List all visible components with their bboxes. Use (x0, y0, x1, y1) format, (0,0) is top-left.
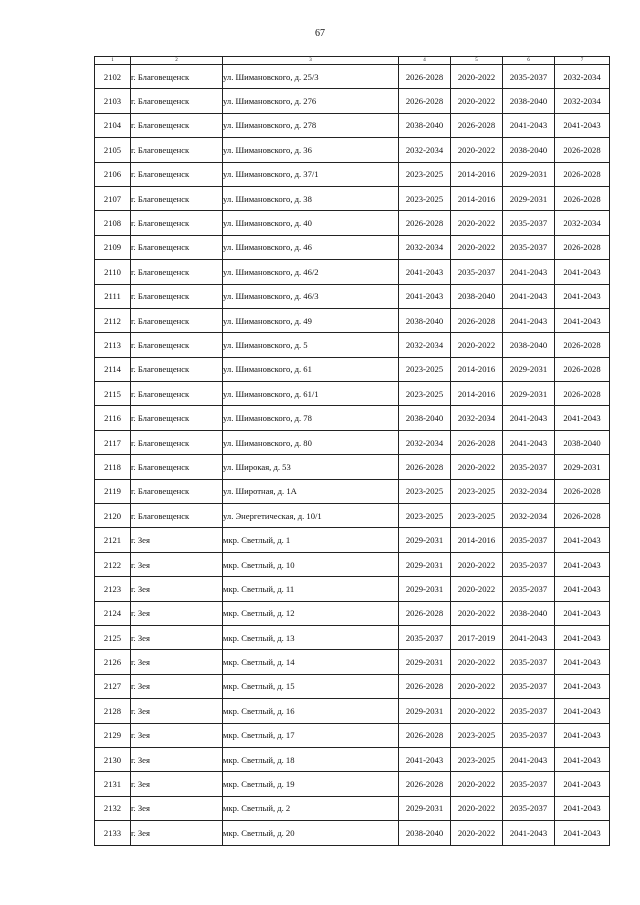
period-cell: 2041-2043 (503, 430, 555, 454)
table-row (95, 796, 610, 820)
settlement-cell: г. Зея (131, 601, 223, 625)
settlement-cell: г. Зея (131, 699, 223, 723)
period-cell: 2032-2034 (399, 235, 451, 259)
address-cell: мкр. Светлый, д. 16 (223, 699, 399, 723)
period-cell: 2020-2022 (451, 772, 503, 796)
table-row (95, 821, 610, 845)
period-cell: 2032-2034 (399, 138, 451, 162)
period-cell: 2029-2031 (503, 186, 555, 210)
period-cell: 2041-2043 (555, 625, 610, 649)
period-cell: 2020-2022 (451, 211, 503, 235)
table-row (95, 406, 610, 430)
period-cell: 2035-2037 (503, 772, 555, 796)
table-row (95, 723, 610, 747)
settlement-cell: г. Зея (131, 772, 223, 796)
period-cell: 2026-2028 (555, 479, 610, 503)
settlement-cell: г. Зея (131, 821, 223, 845)
table-body (95, 57, 610, 846)
table-row (95, 382, 610, 406)
settlement-cell: г. Благовещенск (131, 284, 223, 308)
period-cell: 2035-2037 (503, 577, 555, 601)
page-number: 67 (315, 28, 325, 39)
period-cell: 2041-2043 (503, 260, 555, 284)
period-cell: 2032-2034 (399, 333, 451, 357)
period-cell: 2041-2043 (555, 747, 610, 771)
table-row (95, 772, 610, 796)
settlement-cell: г. Благовещенск (131, 162, 223, 186)
period-cell: 2020-2022 (451, 674, 503, 698)
period-cell: 2038-2040 (503, 333, 555, 357)
row-number-cell: 2111 (95, 284, 131, 308)
address-cell: ул. Шимановского, д. 46/2 (223, 260, 399, 284)
period-cell: 2041-2043 (555, 552, 610, 576)
address-cell: ул. Шимановского, д. 25/3 (223, 65, 399, 89)
period-cell: 2035-2037 (503, 211, 555, 235)
period-cell: 2026-2028 (555, 333, 610, 357)
period-cell: 2023-2025 (451, 479, 503, 503)
period-cell: 2014-2016 (451, 357, 503, 381)
settlement-cell: г. Зея (131, 674, 223, 698)
address-cell: мкр. Светлый, д. 2 (223, 796, 399, 820)
period-cell: 2029-2031 (555, 455, 610, 479)
period-cell: 2023-2025 (399, 382, 451, 406)
table-row (95, 235, 610, 259)
period-cell: 2032-2034 (399, 430, 451, 454)
period-cell: 2023-2025 (451, 747, 503, 771)
period-cell: 2029-2031 (503, 357, 555, 381)
address-cell: ул. Широтная, д. 1А (223, 479, 399, 503)
period-cell: 2032-2034 (555, 89, 610, 113)
period-cell: 2041-2043 (555, 699, 610, 723)
settlement-cell: г. Благовещенск (131, 113, 223, 137)
row-number-cell: 2103 (95, 89, 131, 113)
period-cell: 2029-2031 (399, 528, 451, 552)
period-cell: 2041-2043 (399, 747, 451, 771)
row-number-cell: 2116 (95, 406, 131, 430)
period-cell: 2029-2031 (399, 699, 451, 723)
table-row (95, 455, 610, 479)
address-cell: мкр. Светлый, д. 20 (223, 821, 399, 845)
table-row (95, 138, 610, 162)
settlement-cell: г. Благовещенск (131, 186, 223, 210)
period-cell: 2014-2016 (451, 382, 503, 406)
period-cell: 2038-2040 (399, 406, 451, 430)
period-cell: 2026-2028 (399, 674, 451, 698)
period-cell: 2035-2037 (503, 235, 555, 259)
row-number-cell: 2108 (95, 211, 131, 235)
period-cell: 2035-2037 (503, 699, 555, 723)
settlement-cell: г. Благовещенск (131, 65, 223, 89)
address-cell: мкр. Светлый, д. 17 (223, 723, 399, 747)
settlement-cell: г. Благовещенск (131, 479, 223, 503)
row-number-cell: 2122 (95, 552, 131, 576)
row-number-cell: 2121 (95, 528, 131, 552)
row-number-cell: 2130 (95, 747, 131, 771)
period-cell: 2014-2016 (451, 528, 503, 552)
period-cell: 2041-2043 (503, 406, 555, 430)
period-cell: 2041-2043 (555, 723, 610, 747)
table-row (95, 162, 610, 186)
address-cell: мкр. Светлый, д. 19 (223, 772, 399, 796)
period-cell: 2020-2022 (451, 577, 503, 601)
row-number-cell: 2129 (95, 723, 131, 747)
table-row (95, 113, 610, 137)
address-cell: ул. Шимановского, д. 46/3 (223, 284, 399, 308)
row-number-cell: 2119 (95, 479, 131, 503)
settlement-cell: г. Зея (131, 552, 223, 576)
period-cell: 2029-2031 (399, 552, 451, 576)
period-cell: 2029-2031 (399, 650, 451, 674)
row-number-cell: 2123 (95, 577, 131, 601)
table-row (95, 308, 610, 332)
period-cell: 2035-2037 (503, 455, 555, 479)
period-cell: 2020-2022 (451, 601, 503, 625)
row-number-cell: 2117 (95, 430, 131, 454)
period-cell: 2041-2043 (399, 284, 451, 308)
address-cell: мкр. Светлый, д. 11 (223, 577, 399, 601)
period-cell: 2026-2028 (399, 772, 451, 796)
table-row (95, 284, 610, 308)
period-cell: 2020-2022 (451, 552, 503, 576)
row-number-cell: 2109 (95, 235, 131, 259)
period-cell: 2026-2028 (555, 357, 610, 381)
address-cell: ул. Широкая, д. 53 (223, 455, 399, 479)
row-number-cell: 2110 (95, 260, 131, 284)
settlement-cell: г. Благовещенск (131, 235, 223, 259)
period-cell: 2026-2028 (451, 430, 503, 454)
period-cell: 2020-2022 (451, 796, 503, 820)
column-number-cell: 5 (451, 57, 503, 65)
period-cell: 2035-2037 (503, 674, 555, 698)
period-cell: 2041-2043 (503, 284, 555, 308)
row-number-cell: 2131 (95, 772, 131, 796)
row-number-cell: 2106 (95, 162, 131, 186)
period-cell: 2038-2040 (503, 138, 555, 162)
settlement-cell: г. Зея (131, 723, 223, 747)
address-cell: ул. Шимановского, д. 36 (223, 138, 399, 162)
table-row (95, 650, 610, 674)
period-cell: 2023-2025 (399, 186, 451, 210)
row-number-cell: 2112 (95, 308, 131, 332)
period-cell: 2041-2043 (555, 674, 610, 698)
settlement-cell: г. Благовещенск (131, 455, 223, 479)
period-cell: 2038-2040 (399, 821, 451, 845)
column-number-cell: 1 (95, 57, 131, 65)
period-cell: 2038-2040 (503, 89, 555, 113)
settlement-cell: г. Благовещенск (131, 211, 223, 235)
period-cell: 2020-2022 (451, 699, 503, 723)
period-cell: 2026-2028 (555, 382, 610, 406)
period-cell: 2041-2043 (555, 284, 610, 308)
address-cell: ул. Шимановского, д. 38 (223, 186, 399, 210)
period-cell: 2035-2037 (503, 650, 555, 674)
period-cell: 2017-2019 (451, 625, 503, 649)
period-cell: 2023-2025 (451, 504, 503, 528)
period-cell: 2035-2037 (503, 723, 555, 747)
table-row (95, 333, 610, 357)
column-number-cell: 7 (555, 57, 610, 65)
period-cell: 2041-2043 (555, 260, 610, 284)
period-cell: 2029-2031 (503, 162, 555, 186)
period-cell: 2032-2034 (451, 406, 503, 430)
row-number-cell: 2120 (95, 504, 131, 528)
settlement-cell: г. Благовещенск (131, 382, 223, 406)
row-number-cell: 2132 (95, 796, 131, 820)
address-cell: мкр. Светлый, д. 1 (223, 528, 399, 552)
row-number-cell: 2125 (95, 625, 131, 649)
address-cell: ул. Шимановского, д. 5 (223, 333, 399, 357)
address-cell: ул. Шимановского, д. 37/1 (223, 162, 399, 186)
period-cell: 2035-2037 (503, 528, 555, 552)
table-row (95, 186, 610, 210)
period-cell: 2041-2043 (503, 821, 555, 845)
row-number-cell: 2104 (95, 113, 131, 137)
table-row (95, 260, 610, 284)
period-cell: 2041-2043 (555, 601, 610, 625)
period-cell: 2023-2025 (399, 504, 451, 528)
address-cell: ул. Энергетическая, д. 10/1 (223, 504, 399, 528)
period-cell: 2020-2022 (451, 455, 503, 479)
period-cell: 2026-2028 (399, 89, 451, 113)
period-cell: 2035-2037 (451, 260, 503, 284)
period-cell: 2038-2040 (555, 430, 610, 454)
table-row (95, 601, 610, 625)
period-cell: 2041-2043 (399, 260, 451, 284)
settlement-cell: г. Благовещенск (131, 308, 223, 332)
period-cell: 2035-2037 (503, 796, 555, 820)
row-number-cell: 2105 (95, 138, 131, 162)
settlement-cell: г. Зея (131, 528, 223, 552)
table-row (95, 65, 610, 89)
period-cell: 2038-2040 (399, 113, 451, 137)
period-cell: 2032-2034 (555, 65, 610, 89)
column-number-header (95, 57, 610, 65)
period-cell: 2026-2028 (399, 723, 451, 747)
table-row (95, 552, 610, 576)
period-cell: 2041-2043 (555, 577, 610, 601)
table-row (95, 577, 610, 601)
period-cell: 2041-2043 (555, 113, 610, 137)
period-cell: 2041-2043 (555, 821, 610, 845)
settlement-cell: г. Благовещенск (131, 89, 223, 113)
row-number-cell: 2128 (95, 699, 131, 723)
row-number-cell: 2107 (95, 186, 131, 210)
address-cell: мкр. Светлый, д. 12 (223, 601, 399, 625)
period-cell: 2041-2043 (503, 747, 555, 771)
period-cell: 2035-2037 (399, 625, 451, 649)
address-cell: мкр. Светлый, д. 13 (223, 625, 399, 649)
row-number-cell: 2126 (95, 650, 131, 674)
address-cell: мкр. Светлый, д. 18 (223, 747, 399, 771)
table-row (95, 430, 610, 454)
table-row (95, 625, 610, 649)
settlement-cell: г. Зея (131, 577, 223, 601)
period-cell: 2014-2016 (451, 186, 503, 210)
period-cell: 2014-2016 (451, 162, 503, 186)
address-cell: ул. Шимановского, д. 278 (223, 113, 399, 137)
period-cell: 2041-2043 (555, 528, 610, 552)
address-cell: мкр. Светлый, д. 10 (223, 552, 399, 576)
period-cell: 2026-2028 (399, 211, 451, 235)
table-row (95, 699, 610, 723)
period-cell: 2020-2022 (451, 138, 503, 162)
period-cell: 2032-2034 (555, 211, 610, 235)
period-cell: 2041-2043 (555, 406, 610, 430)
address-cell: ул. Шимановского, д. 78 (223, 406, 399, 430)
table-row (95, 528, 610, 552)
settlement-cell: г. Благовещенск (131, 138, 223, 162)
table-row (95, 674, 610, 698)
address-cell: ул. Шимановского, д. 61 (223, 357, 399, 381)
period-cell: 2020-2022 (451, 89, 503, 113)
period-cell: 2032-2034 (503, 479, 555, 503)
period-cell: 2020-2022 (451, 235, 503, 259)
period-cell: 2029-2031 (399, 796, 451, 820)
housing-schedule-table (94, 56, 610, 846)
period-cell: 2035-2037 (503, 65, 555, 89)
period-cell: 2026-2028 (555, 235, 610, 259)
column-number-cell: 2 (131, 57, 223, 65)
period-cell: 2038-2040 (503, 601, 555, 625)
period-cell: 2023-2025 (451, 723, 503, 747)
period-cell: 2020-2022 (451, 650, 503, 674)
row-number-cell: 2102 (95, 65, 131, 89)
period-cell: 2026-2028 (555, 162, 610, 186)
row-number-cell: 2114 (95, 357, 131, 381)
period-cell: 2026-2028 (399, 601, 451, 625)
period-cell: 2026-2028 (555, 504, 610, 528)
period-cell: 2023-2025 (399, 479, 451, 503)
period-cell: 2026-2028 (555, 186, 610, 210)
row-number-cell: 2115 (95, 382, 131, 406)
period-cell: 2038-2040 (451, 284, 503, 308)
row-number-cell: 2133 (95, 821, 131, 845)
settlement-cell: г. Зея (131, 796, 223, 820)
period-cell: 2041-2043 (555, 796, 610, 820)
column-number-cell: 6 (503, 57, 555, 65)
settlement-cell: г. Благовещенск (131, 333, 223, 357)
table-row (95, 504, 610, 528)
row-number-cell: 2127 (95, 674, 131, 698)
settlement-cell: г. Зея (131, 747, 223, 771)
period-cell: 2026-2028 (451, 113, 503, 137)
period-cell: 2026-2028 (399, 455, 451, 479)
settlement-cell: г. Благовещенск (131, 357, 223, 381)
period-cell: 2026-2028 (399, 65, 451, 89)
period-cell: 2041-2043 (503, 308, 555, 332)
settlement-cell: г. Благовещенск (131, 260, 223, 284)
settlement-cell: г. Зея (131, 625, 223, 649)
period-cell: 2041-2043 (555, 772, 610, 796)
period-cell: 2038-2040 (399, 308, 451, 332)
period-cell: 2035-2037 (503, 552, 555, 576)
period-cell: 2041-2043 (555, 308, 610, 332)
period-cell: 2041-2043 (555, 650, 610, 674)
table-row (95, 357, 610, 381)
address-cell: ул. Шимановского, д. 46 (223, 235, 399, 259)
period-cell: 2020-2022 (451, 65, 503, 89)
period-cell: 2026-2028 (555, 138, 610, 162)
period-cell: 2041-2043 (503, 113, 555, 137)
column-number-cell: 3 (223, 57, 399, 65)
period-cell: 2023-2025 (399, 357, 451, 381)
row-number-cell: 2124 (95, 601, 131, 625)
settlement-cell: г. Благовещенск (131, 406, 223, 430)
period-cell: 2026-2028 (451, 308, 503, 332)
period-cell: 2020-2022 (451, 821, 503, 845)
period-cell: 2041-2043 (503, 625, 555, 649)
period-cell: 2029-2031 (503, 382, 555, 406)
address-cell: ул. Шимановского, д. 40 (223, 211, 399, 235)
table-row (95, 89, 610, 113)
table-row (95, 211, 610, 235)
table-row (95, 747, 610, 771)
settlement-cell: г. Благовещенск (131, 504, 223, 528)
table-row (95, 479, 610, 503)
address-cell: ул. Шимановского, д. 49 (223, 308, 399, 332)
address-cell: ул. Шимановского, д. 80 (223, 430, 399, 454)
period-cell: 2023-2025 (399, 162, 451, 186)
column-number-cell: 4 (399, 57, 451, 65)
period-cell: 2032-2034 (503, 504, 555, 528)
period-cell: 2029-2031 (399, 577, 451, 601)
row-number-cell: 2118 (95, 455, 131, 479)
row-number-cell: 2113 (95, 333, 131, 357)
period-cell: 2020-2022 (451, 333, 503, 357)
settlement-cell: г. Зея (131, 650, 223, 674)
address-cell: мкр. Светлый, д. 15 (223, 674, 399, 698)
address-cell: мкр. Светлый, д. 14 (223, 650, 399, 674)
settlement-cell: г. Благовещенск (131, 430, 223, 454)
address-cell: ул. Шимановского, д. 276 (223, 89, 399, 113)
address-cell: ул. Шимановского, д. 61/1 (223, 382, 399, 406)
